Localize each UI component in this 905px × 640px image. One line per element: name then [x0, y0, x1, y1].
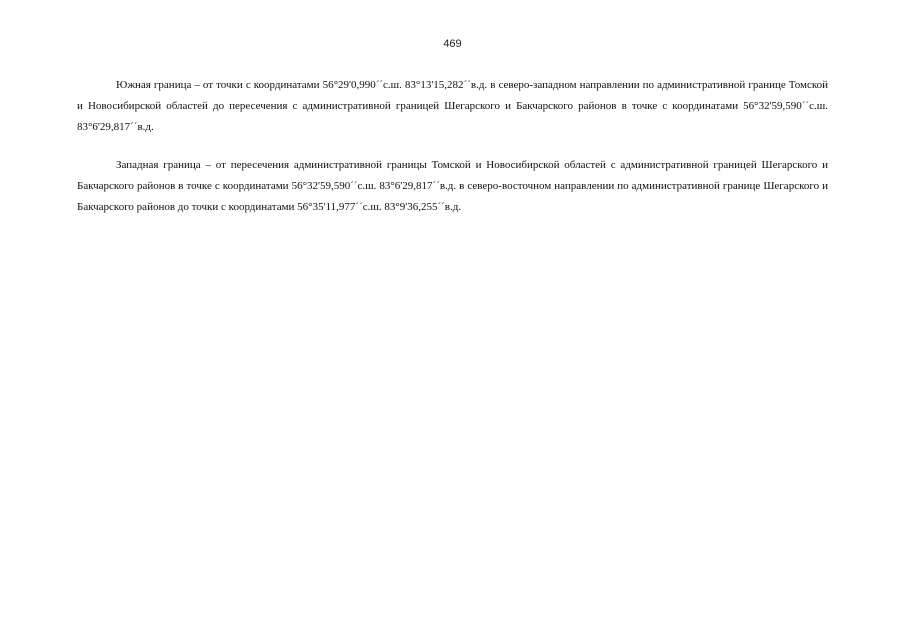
western-boundary-paragraph: Западная граница – от пересечения административной границы Томской и Новосибирской областей с административной границей Шегарского и Бакчарского районов в точке с координатами 56°32'59,590´´с.ш. 83°6'29,817´´в.д. в северо-восточном направлении по административной границе Шегарского и Бакчарского районов до точки с координатами 56°35'11,977´´с.ш. 83°9'36,255´´в.д.: [77, 159, 828, 213]
page-number: 469: [443, 38, 462, 50]
southern-boundary-paragraph: Южная граница – от точки с координатами 56°29'0,990´´с.ш. 83°13'15,282´´в.д. в северо-западном направлении по административной границе Томской и Новосибирской областей до пересечения с административной границей Шегарского и Бакчарского районов в точке с координатами 56°32'59,590´´с.ш. 83°6'29,817´´в.д.: [77, 79, 828, 133]
